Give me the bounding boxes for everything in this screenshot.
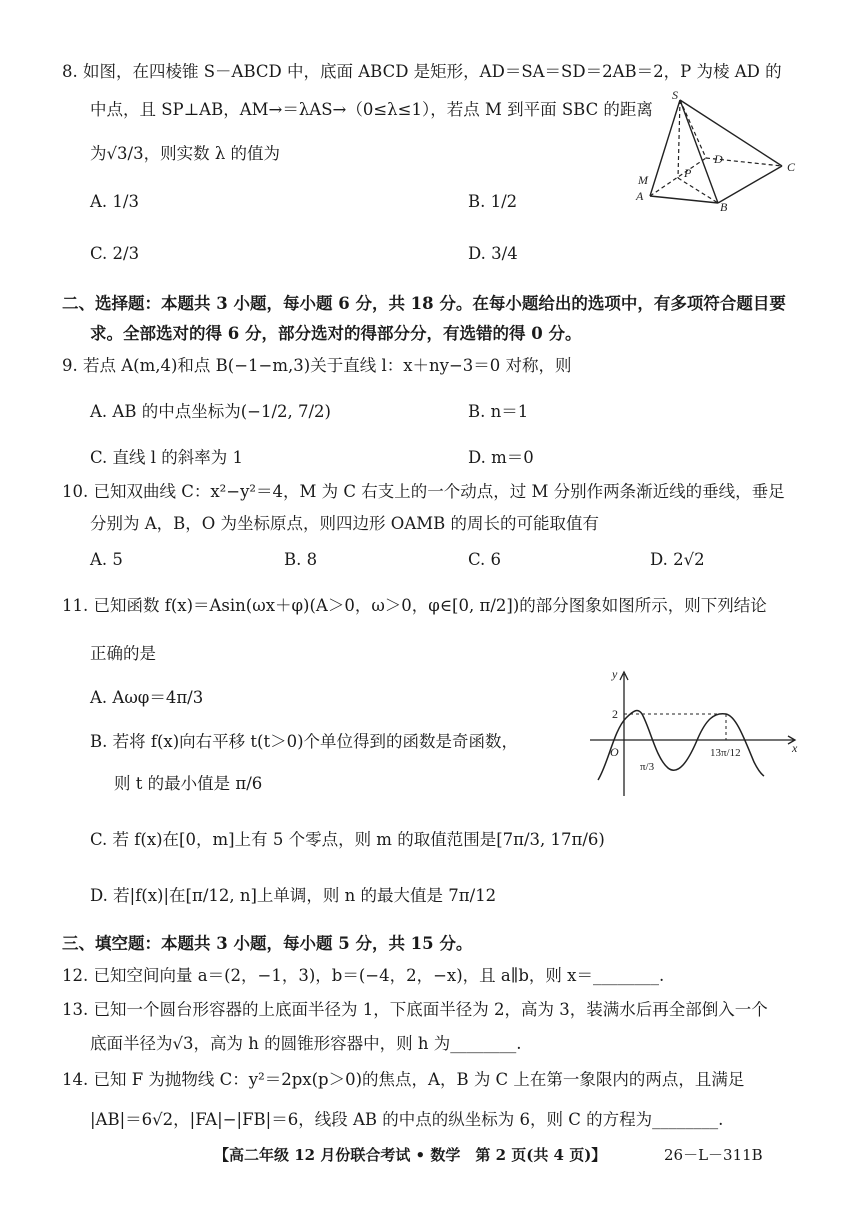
q9-option-c: C. 直线 l 的斜率为 1	[90, 448, 244, 467]
q11-stem-line2: 正确的是	[90, 644, 156, 663]
q9-option-b: B. n＝1	[468, 402, 529, 421]
tick-label-13pi-12: 13π/12	[710, 747, 741, 759]
q11-option-d: D. 若|f(x)|在[π/12, n]上单调，则 n 的最大值是 7π/12	[90, 886, 497, 905]
label-m: M	[638, 173, 648, 187]
q12-text: 12. 已知空间向量 a＝(2，−1，3)，b＝(−4，2，−x)，且 a∥b，则 x＝________.	[62, 966, 665, 985]
pyramid-figure	[632, 88, 808, 214]
section2-heading-line2: 求。全部选对的得 6 分，部分选对的得部分分，有选错的得 0 分。	[90, 324, 582, 343]
q14-stem-line2: |AB|＝6√2，|FA|−|FB|＝6，线段 AB 的中点的纵坐标为 6，则 C 的方程为________.	[90, 1110, 724, 1129]
q8-option-a: A. 1/3	[90, 192, 139, 211]
q9-stem: 9. 若点 A(m,4)和点 B(−1−m,3)关于直线 l：x＋ny−3＝0 对称，则	[62, 356, 572, 375]
label-a: A	[636, 189, 644, 203]
origin-label: O	[610, 745, 619, 759]
q8-option-d: D. 3/4	[468, 244, 518, 263]
q9-option-d: D. m＝0	[468, 448, 534, 467]
q11-stem-line1: 11. 已知函数 f(x)＝Asin(ωx＋φ)(A＞0，ω＞0，φ∈[0, π/2])的部分图象如图所示，则下列结论	[62, 596, 767, 615]
footer-title: 【高二年级 12 月份联合考试 • 数学 第 2 页(共 4 页)】	[214, 1146, 607, 1164]
q8-option-c: C. 2/3	[90, 244, 140, 263]
q14-stem-line1: 14. 已知 F 为抛物线 C：y²＝2px(p＞0)的焦点，A，B 为 C 上在第一象限内的两点，且满足	[62, 1070, 745, 1089]
label-c: C	[787, 160, 796, 174]
q11-option-c: C. 若 f(x)在[0，m]上有 5 个零点，则 m 的取值范围是[7π/3, 17π/6)	[90, 830, 605, 849]
x-axis-label: x	[792, 741, 798, 755]
q8-option-b: B. 1/2	[468, 192, 518, 211]
label-b: B	[720, 200, 728, 214]
q13-stem-line2: 底面半径为√3，高为 h 的圆锥形容器中，则 h 为________.	[90, 1034, 522, 1053]
q8-stem-line1: 8. 如图，在四棱锥 S－ABCD 中，底面 ABCD 是矩形，AD＝SA＝SD＝2AB＝2，P 为棱 AD 的	[62, 62, 782, 81]
q9-option-a: A. AB 的中点坐标为(−1/2, 7/2)	[90, 402, 331, 421]
sine-graph-figure	[586, 668, 806, 800]
q11-option-a: A. Aωφ＝4π/3	[90, 688, 204, 707]
segment-sp	[678, 100, 680, 178]
q10-option-c: C. 6	[468, 550, 502, 569]
q10-stem-line2: 分别为 A，B，O 为坐标原点，则四边形 OAMB 的周长的可能取值有	[90, 514, 600, 533]
label-d: D	[714, 152, 723, 166]
sine-curve	[598, 711, 764, 780]
y-axis-label: y	[612, 668, 618, 681]
edge-bc	[718, 166, 782, 203]
tick-label-pi-3: π/3	[640, 761, 655, 773]
q8-stem-line2: 中点，且 SP⊥AB，AM→＝λAS→（0≤λ≤1），若点 M 到平面 SBC 的距离	[90, 100, 653, 119]
section2-heading-line1: 二、选择题：本题共 3 小题，每小题 6 分，共 18 分。在每小题给出的选项中，有多项符合题目要	[62, 294, 786, 313]
q11-option-b-line2: 则 t 的最小值是 π/6	[114, 774, 263, 793]
edge-sb	[680, 100, 718, 203]
q8-stem-line3: 为√3/3，则实数 λ 的值为	[90, 144, 281, 163]
label-p: P	[684, 166, 692, 180]
edge-sa	[650, 100, 680, 196]
q10-option-a: A. 5	[90, 550, 123, 569]
q10-stem-line1: 10. 已知双曲线 C：x²−y²＝4，M 为 C 右支上的一个动点，过 M 分别作两条渐近线的垂线，垂足	[62, 482, 785, 501]
q13-stem-line1: 13. 已知一个圆台形容器的上底面半径为 1，下底面半径为 2，高为 3，装满水后再全部倒入一个	[62, 1000, 768, 1019]
footer-code: 26－L－311B	[664, 1146, 763, 1164]
section3-heading: 三、填空题：本题共 3 小题，每小题 5 分，共 15 分。	[62, 934, 473, 953]
label-s: S	[672, 88, 678, 102]
q11-option-b-line1: B. 若将 f(x)向右平移 t(t＞0)个单位得到的函数是奇函数，	[90, 732, 519, 751]
max-value-label: 2	[612, 707, 618, 721]
q10-option-d: D. 2√2	[650, 550, 705, 569]
q10-option-b: B. 8	[284, 550, 318, 569]
